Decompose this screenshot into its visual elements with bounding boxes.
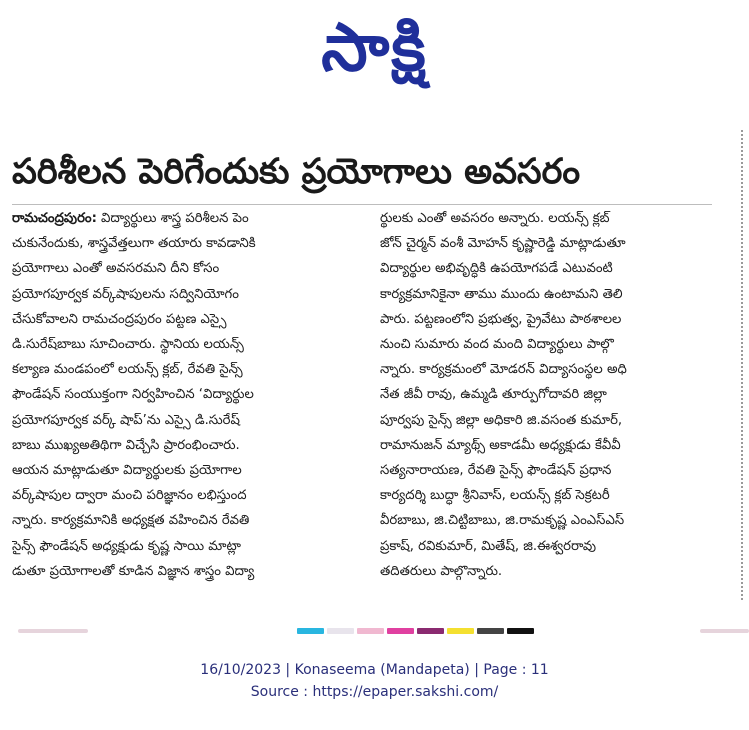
article-text: న్నారు. కార్యక్రమంలో మోడరన్ విద్యాసంస్థల అధి (380, 362, 627, 378)
article-text: కార్యదర్శి బుద్ధా శ్రీనివాస్, లయన్స్ క్లబ్ సెక్రటరీ (380, 488, 610, 504)
article-text-line (12, 458, 357, 483)
article-text: డి.సురేష్‌బాబు సూచించారు. స్థానియ లయన్స్ (12, 337, 244, 353)
article-text-line (12, 357, 357, 382)
article-text-line (380, 206, 725, 231)
article-text: పారు. పట్టణంలోని ప్రభుత్వ, ప్రైవేటు పాఠశాలల (380, 311, 622, 327)
color-swatch (387, 628, 414, 634)
article-text-line (12, 307, 357, 332)
color-swatch (417, 628, 444, 634)
article-text: ప్రయోగాలు ఎంతో అవసరమని దీని కోసం (12, 261, 220, 277)
article-text-line (380, 559, 725, 584)
article-text: తదితరులు పాల్గొన్నారు. (380, 563, 503, 579)
article-text: రామానుజన్ మ్యాథ్స్ అకాడమీ అధ్యక్షుడు కేవీవీ (380, 437, 621, 453)
color-swatch (297, 628, 324, 634)
article-text-line (12, 332, 357, 357)
article-text: ఆయన మాట్లాడుతూ విద్యార్థులకు ప్రయోగాల (12, 463, 242, 479)
article-text-line (380, 282, 725, 307)
article-text-line (380, 256, 725, 281)
article-text-line (12, 408, 357, 433)
article-text-line (380, 408, 725, 433)
article-text-line (380, 483, 725, 508)
article-text-line (12, 559, 357, 584)
article-text: వర్క్‌షాపుల ద్వారా మంచి పరిజ్ఞానం లభిస్తుంద (12, 488, 247, 504)
article-column-2 (380, 206, 725, 584)
page-border-mark-left (18, 629, 88, 633)
article-text: విద్యార్థులు శాస్త్ర పరిశీలన పెం (96, 211, 249, 226)
color-swatch (447, 628, 474, 634)
article-text: ఫౌండేషన్ సంయుక్తంగా నిర్వహించిన ‘విద్యార్థుల (12, 387, 254, 403)
article-text-line (380, 433, 725, 458)
article-text: సైన్స్ ఫౌండేషన్ అధ్యక్షుడు కృష్ణ సాయి మాట్లా (12, 538, 241, 554)
article-text-line (380, 332, 725, 357)
article-text: పూర్వపు సైన్స్ జిల్లా అధికారి జి.వసంత కుమార్, (380, 412, 623, 428)
article-text: చుకునేందుకు, శాస్త్రవేత్తలుగా తయారు కావడానికి (12, 236, 256, 252)
article-text: నుంచి సుమారు వంద మంది విద్యార్థులు పాల్గొ (380, 337, 614, 353)
article-text: కార్యక్రమానికైనా తాము ముందు ఉంటామని తెలి (380, 286, 623, 302)
newspaper-logo: సాక్షి (321, 9, 428, 86)
color-swatch (477, 628, 504, 634)
article-text-line (380, 458, 725, 483)
article-text: వీరబాబు, జి.చిట్టిబాబు, జి.రామకృష్ణ ఎంఎస్ఎస్ (380, 513, 625, 529)
article-text-line (380, 508, 725, 533)
article-text: బాబు ముఖ్యఅతిథిగా విచ్చేసి ప్రారంభించారు. (12, 437, 240, 453)
article-column-1 (12, 206, 357, 584)
article-text: విద్యార్థుల అభివృద్ధికి ఉపయోగపడే ఎటువంటి (380, 261, 613, 277)
article-text: డుతూ ప్రయోగాలతో కూడిన విజ్ఞాన శాస్త్రం విద్యా (12, 563, 255, 579)
article-text-line (12, 256, 357, 281)
registration-color-bar (297, 628, 534, 634)
color-swatch (507, 628, 534, 634)
article-text: ప్రయోగపూర్వక వర్క్ షాప్’ను ఎస్సై డి.సురేష్ (12, 412, 240, 428)
article-text-line (12, 282, 357, 307)
article-text-line (380, 382, 725, 407)
headline-divider (12, 204, 712, 205)
article-text-line (12, 206, 357, 231)
article-text: కల్యాణ మండపంలో లయన్స్ క్లబ్, రేవతి సైన్స్ (12, 362, 243, 378)
article-text: జోన్ చైర్మన్ వంశీ మోహన్ కృష్ణారెడ్డి మాట్లాడుతూ (380, 236, 626, 252)
article-text-line (12, 534, 357, 559)
article-text: ప్రకాష్, రవికుమార్, మితేష్, జి.ఈశ్వరరావు (380, 538, 597, 554)
article-text: నేత జీవీ రావు, ఉమ్మడి తూర్పుగోదావరి జిల్లా (380, 387, 607, 403)
article-text-line (12, 382, 357, 407)
article-text-line (380, 357, 725, 382)
adjacent-article-edge (741, 130, 746, 600)
article-dateline: రామచంద్రపురం: (12, 211, 97, 226)
color-swatch (357, 628, 384, 634)
article-text-line (12, 433, 357, 458)
footer-date-edition: 16/10/2023 | Konaseema (Mandapeta) | Page : 11 (200, 662, 549, 678)
article-text: సత్యనారాయణ, రేవతి సైన్స్ ఫౌండేషన్ ప్రధాన (380, 463, 612, 479)
article-text: చేసుకోవాలని రామచంద్రపురం పట్టణ ఎస్సై (12, 311, 227, 327)
article-text: న్నారు. కార్యక్రమానికి అధ్యక్షత వహించిన రేవతి (12, 513, 250, 529)
article-text-line (380, 307, 725, 332)
article-text: ప్రయోగపూర్వక వర్క్‌షాపులను సద్వినియోగం (12, 286, 239, 302)
footer-source-link[interactable]: Source : https://epaper.sakshi.com/ (250, 684, 499, 700)
page-border-mark-right (700, 629, 749, 633)
article-text-line (12, 508, 357, 533)
article-headline: పరిశీలన పెరిగేందుకు ప్రయోగాలు అవసరం (12, 152, 581, 192)
article-text-line (380, 534, 725, 559)
article-text-line (12, 483, 357, 508)
article-text-line (12, 231, 357, 256)
color-swatch (327, 628, 354, 634)
article-text: ర్థులకు ఎంతో అవసరం అన్నారు. లయన్స్ క్లబ్ (380, 211, 610, 226)
article-text-line (380, 231, 725, 256)
